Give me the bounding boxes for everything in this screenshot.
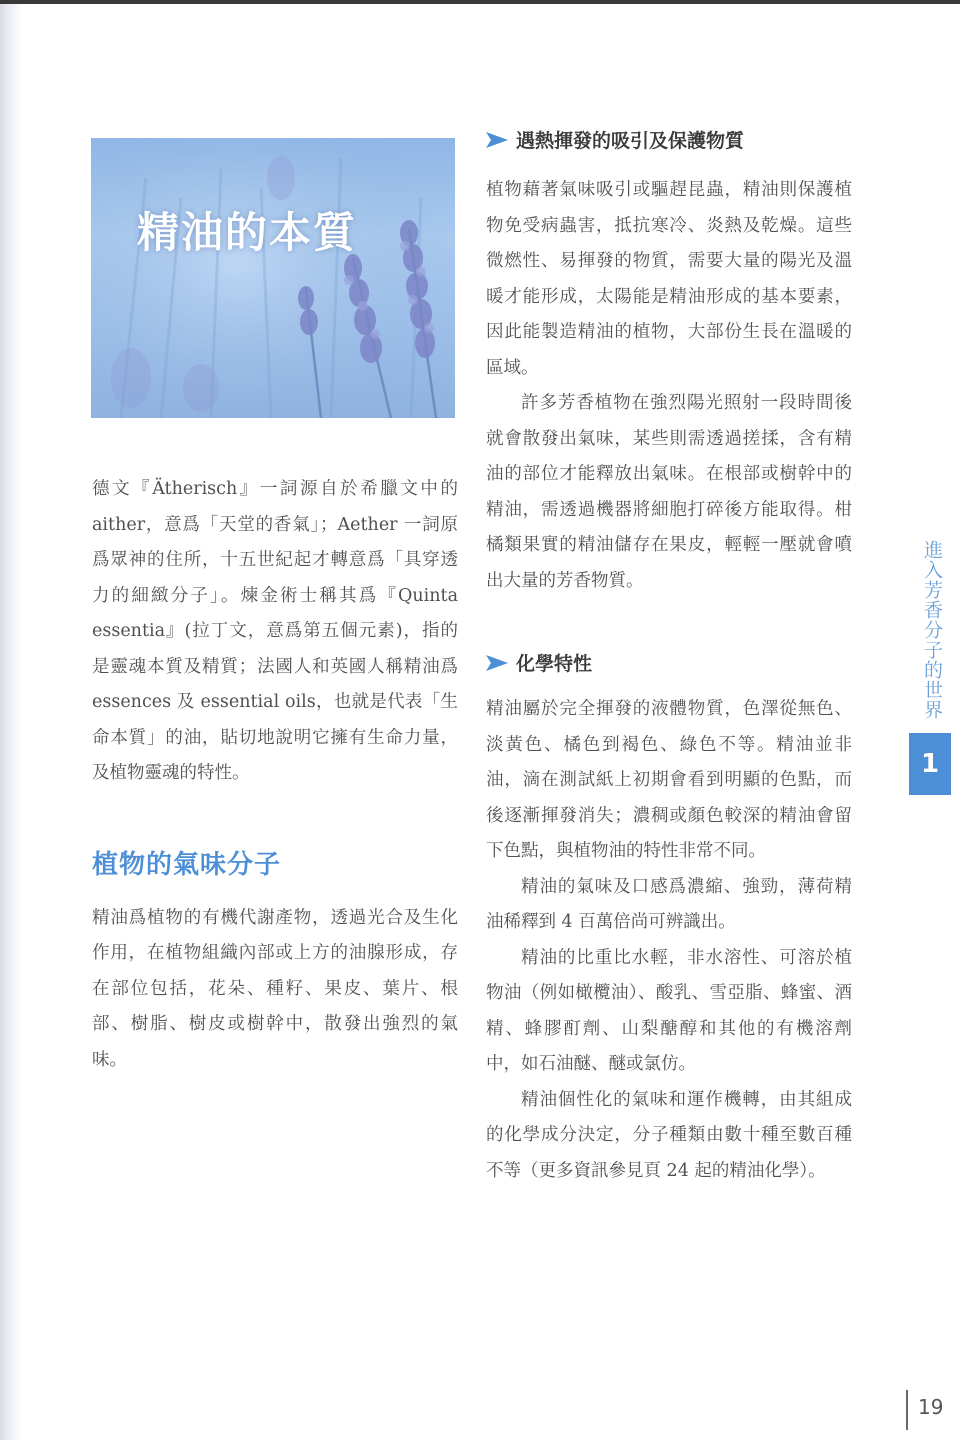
page-top-edge [0,0,960,4]
triangle-arrow-icon [486,132,508,148]
subhead-volatile [486,126,852,153]
chemistry-paragraph-3: 精油的比重比水輕，非水溶性、可溶於植物油（例如橄欖油）、酸乳、雪亞脂、蜂蜜、酒精、蜂膠酊劑、山梨醣醇和其他的有機溶劑中，如石油醚、醚或氯仿。 [486,947,852,1074]
section-body: 精油爲植物的有機代謝產物，透過光合及生化作用，在植物組織內部或上方的油腺形成，存在部位包括，花朵、種籽、果皮、葉片、根部、樹脂、樹皮或樹幹中，散發出強烈的氣味。 [92,907,458,1070]
right-column [486,126,852,1189]
chapter-number-tab: 1 [909,733,951,795]
chemistry-paragraph-1: 精油屬於完全揮發的液體物質，色澤從無色、淡黃色、橘色到褐色、綠色不等。精油並非油，滴在測試紙上初期會看到明顯的色點，而後逐漸揮發消失；濃稠或顏色較深的精油會留下色點，與植物油的特性非常不同。 [486,699,852,861]
hero-lavender-image [91,138,455,418]
triangle-arrow-icon [486,655,508,671]
left-column [92,472,458,1078]
intro-paragraph: 德文『Ätherisch』一詞源自於希臘文中的aither，意爲「天堂的香氣」；Aether 一詞原爲眾神的住所，十五世紀起才轉意爲「具穿透力的細緻分子」。煉金術士稱其爲『Quinta essentia』(拉丁文，意爲第五個元素)，指的是靈魂本質及精質；法國人和英國人稱精油爲 essences 及 essential oils，也就是代表「生命本質」的油，貼切地說明它擁有生命力量，及植物靈魂的特性。 [92,479,458,783]
lavender-illustration [91,138,455,418]
subhead-chemistry-title: 化學特性 [516,653,593,675]
page-number: 19 [918,1395,944,1419]
section-title: 植物的氣味分子 [92,849,282,880]
volatile-paragraph-1: 植物藉著氣味吸引或驅趕昆蟲，精油則保護植物免受病蟲害，抵抗寒冷、炎熱及乾燥。這些微燃性、易揮發的物質，需要大量的陽光及溫暖才能形成，太陽能是精油形成的基本要素，因此能製造精油的植物，大部份生長在溫暖的區域。 [486,180,852,378]
page-spine-shadow [0,0,22,1440]
subhead-chemistry [486,649,852,676]
hero-title: 精油的本質 [137,208,358,257]
volatile-paragraph-2: 許多芳香植物在強烈陽光照射一段時間後就會散發出氣味，某些則需透過搓揉，含有精油的部位才能釋放出氣味。在根部或樹幹中的精油，需透過機器將細胞打碎後方能取得。柑橘類果實的精油儲存在果皮，輕輕一壓就會噴出大量的芳香物質。 [486,393,852,591]
page-number-rule [906,1390,908,1430]
chemistry-paragraph-4: 精油個性化的氣味和運作機轉，由其組成的化學成分決定，分子種類由數十種至數百種不等（更多資訊參見頁 24 起的精油化學）。 [486,1089,852,1181]
chemistry-paragraph-2: 精油的氣味及口感爲濃縮、強勁，薄荷精油稀釋到 4 百萬倍尚可辨識出。 [486,876,852,932]
subhead-volatile-title: 遇熱揮發的吸引及保護物質 [516,130,745,152]
chapter-side-title: 進入芳香分子的世界 [921,540,943,720]
